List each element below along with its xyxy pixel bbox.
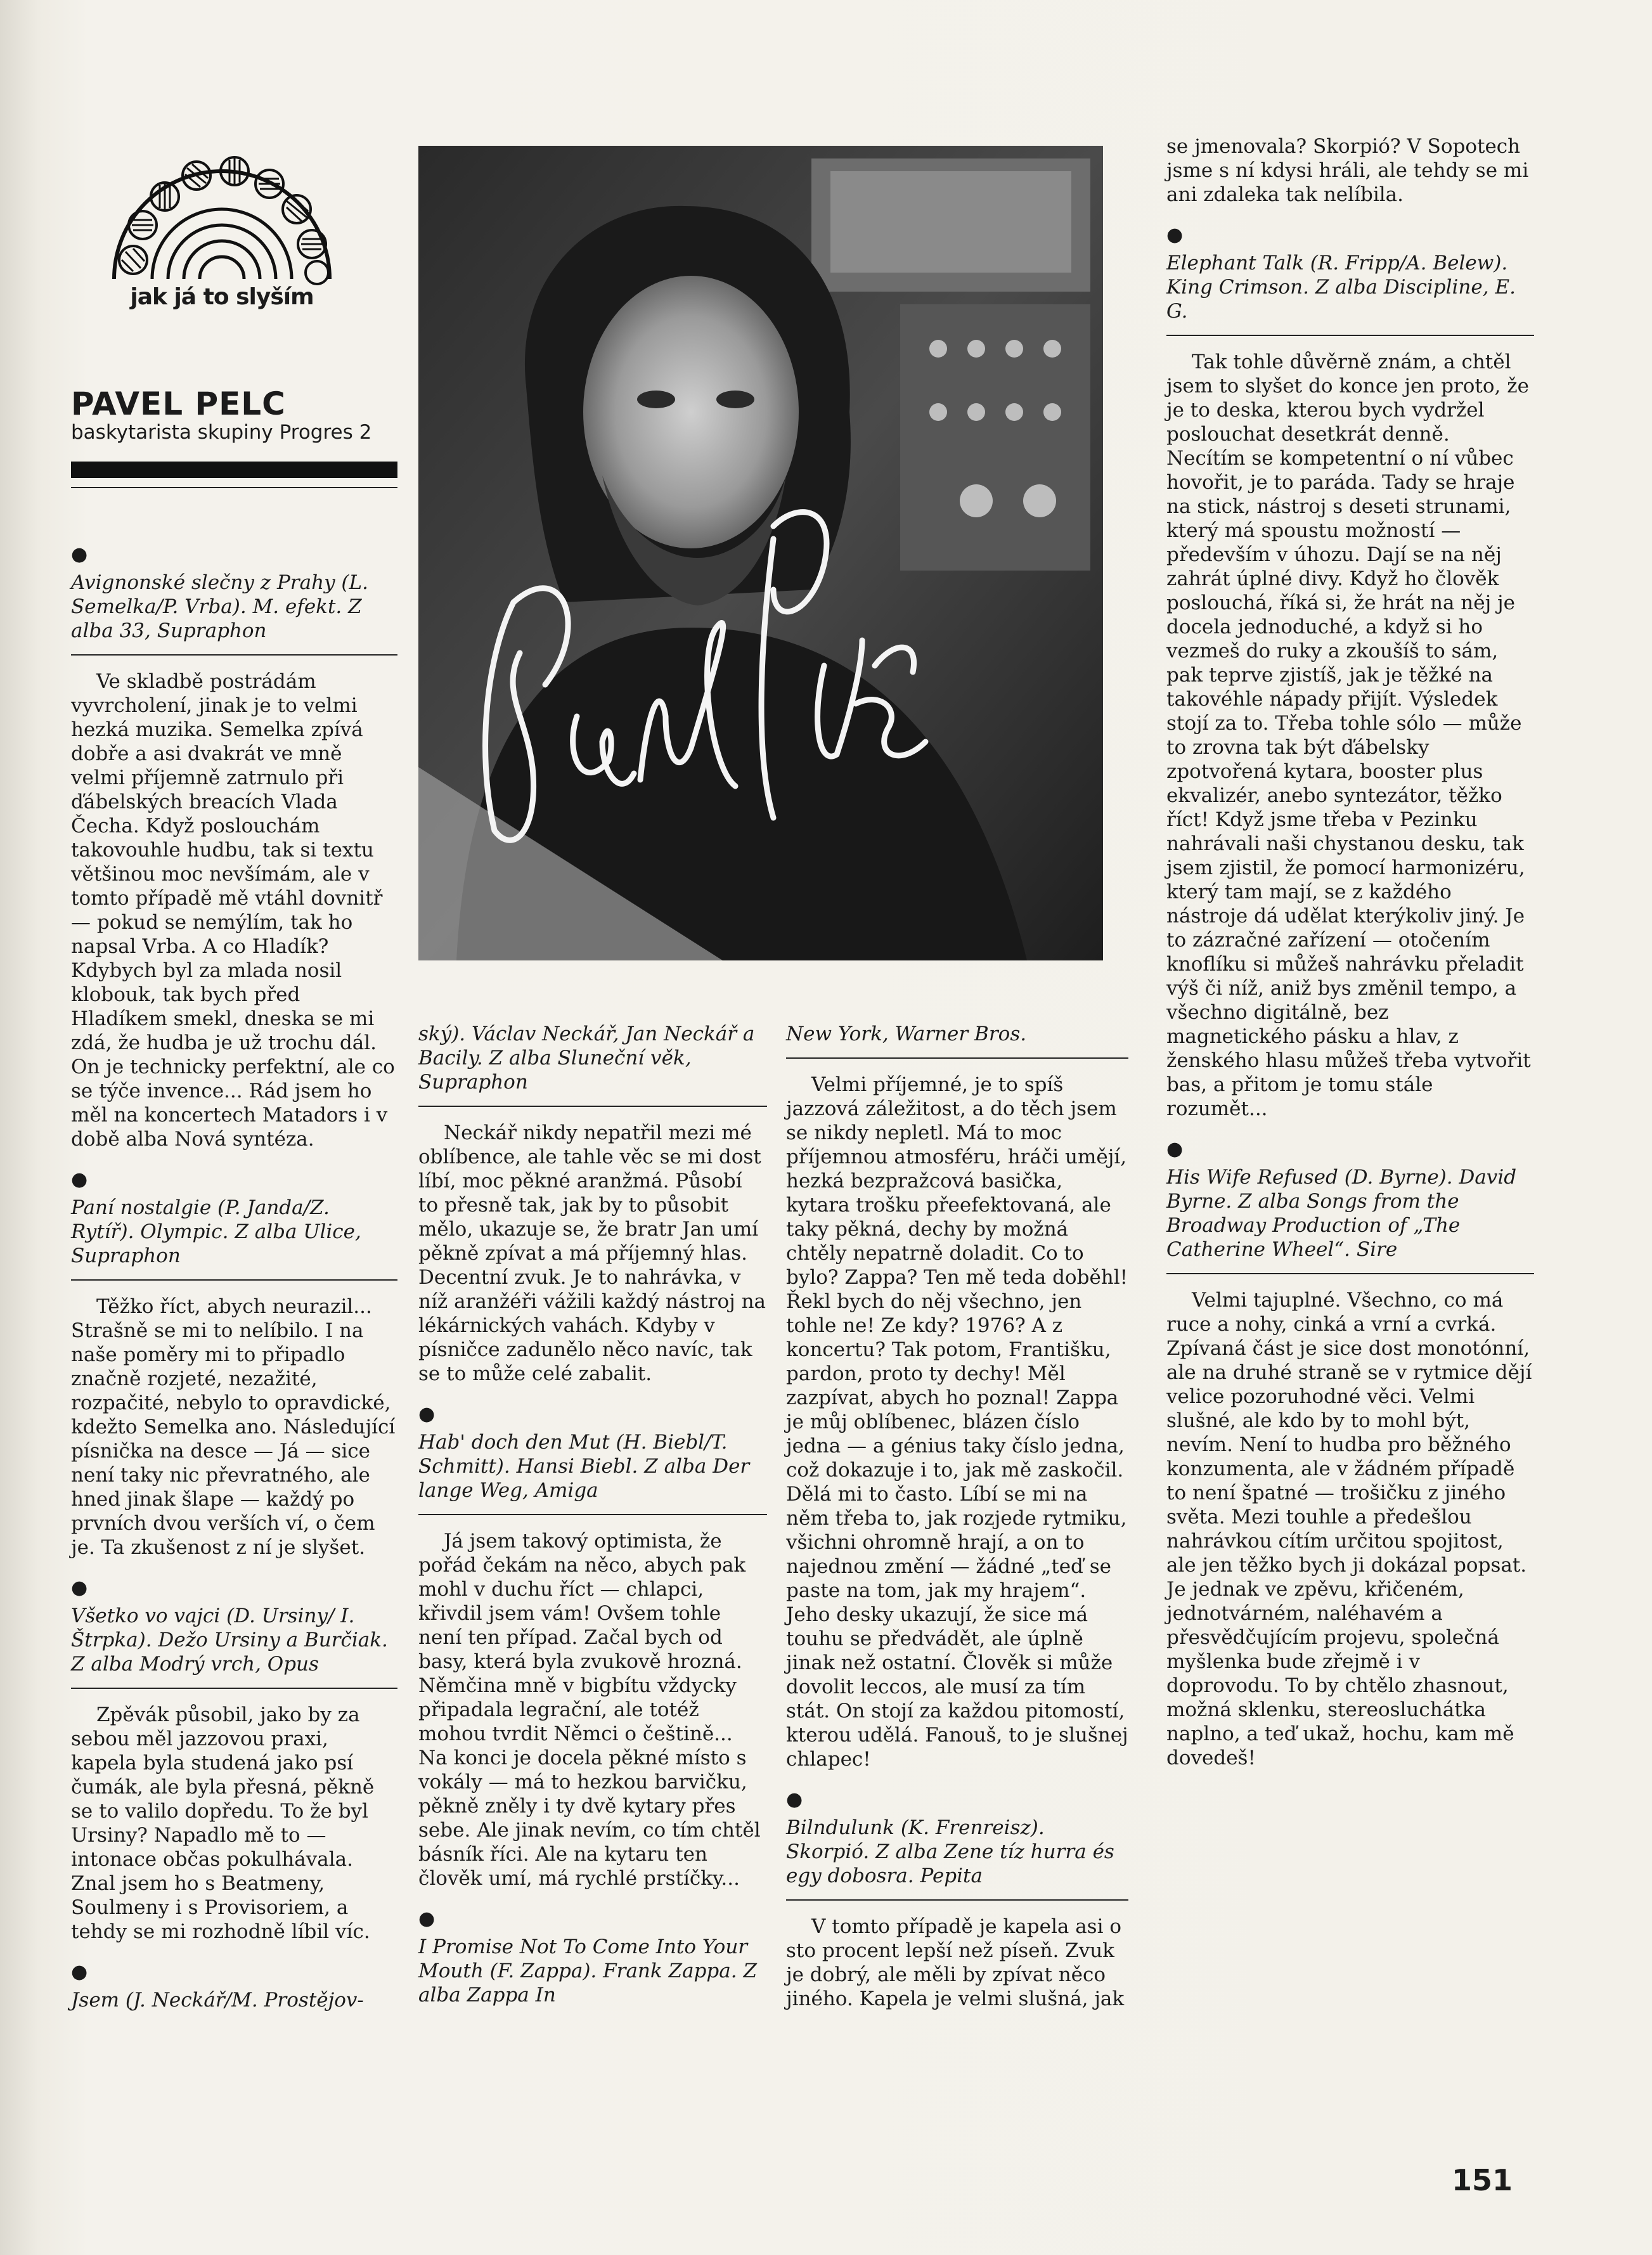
entry-bullet: ● (71, 543, 88, 565)
entry-text: Tak tohle důvěrně znám, a chtěl jsem to slyšet do konce jen proto, že je to deska, kterou bych vydržel poslouchat desetkrát denně. Necítím se kompetentní o ní vůbec hovořit, je to paráda. Tady se hraje na stick, nástroj s deseti strunami, který má spoustu možností — především v úhozu. Dají se na něj zahrát úplné divy. Když ho člověk poslouchá, říká si, že hrát na něj je docela jednoduché, a když si ho vezmeš do ruky a zkoušíš to sám, pak teprve zjistíš, jak je těžké na takovéhle nápady přijít. Výsledek stojí za to. Třeba tohle sólo — může to zrovna tak být ďábelsky zpotvořená kytara, booster plus ekvalizér, anebo syntezátor, těžko říct! Když jsme třeba v Pezinku nahrávali naši chystanou desku, tak jsem zjistil, že pomocí harmonizéru, který tam mají, se z každého nástroje dá udělat kterýkoliv jiný. Je to zázračné zařízení — otočením knoflíku si můžeš nahrávku přeladit výš či níž, aniž bys změnil tempo, a všechno digitálně, bez magnetického pásku a hlav, z ženského hlasu můžeš třeba vytvořit bas, a přitom je tomu stále rozumět... (1166, 351, 1531, 1120)
entry-title: His Wife Refused (D. Byrne). David Byrne. Z alba Songs from the Broadway Production of „The Catherine Wheel“. Sire (1166, 1166, 1517, 1261)
entry-bullet: ● (71, 1577, 88, 1599)
entry-bullet: ● (1166, 224, 1184, 246)
column-3 (786, 1022, 1128, 2030)
entry-bullet: ● (786, 1788, 803, 1811)
section-logo-caption: jak já to slyším (130, 284, 314, 310)
artist-role: baskytarista skupiny Progres 2 (71, 421, 372, 444)
divider (71, 1279, 397, 1281)
entry-text: se jmenovala? Skorpió? V Sopotech jsme s ní kdysi hráli, ale tehdy se mi ani zdaleka tak nelíbila. (1166, 135, 1529, 206)
entry-title: Avignonské slečny z Prahy (L. Semelka/P. Vrba). M. efekt. Z alba 33, Supraphon (71, 571, 368, 642)
page-number: 151 (1452, 2163, 1513, 2197)
entry-bullet: ● (418, 1908, 436, 1930)
divider (71, 487, 397, 488)
divider (1166, 1273, 1534, 1274)
header-divider (71, 462, 397, 478)
divider (1166, 335, 1534, 336)
entry-text: Já jsem takový optimista, že pořád čekám na něco, abych pak mohl v duchu říct — chlapci, křivdil jsem vám! Ovšem tohle není ten případ. Začal bych od basy, která byla zvukově hrozná. Němčina mně v bigbítu vždycky připadala legrační, ale totéž mohou tvrdit Němci o češtině... Na konci je docela pěkné místo s vokály — má to hezkou barvičku, pěkně zněly i ty dvě kytary přes sebe. Ale jinak nevím, co tím chtěl básník říci. Ale na kytaru ten člověk umí, má rychlé prstíčky... (418, 1530, 761, 1890)
column-4 (1166, 134, 1534, 1789)
divider (71, 654, 397, 656)
entry-title: I Promise Not To Come Into Your Mouth (F. Zappa). Frank Zappa. Z alba Zappa In (418, 1935, 757, 2006)
divider (71, 1688, 397, 1689)
entry-text: Zpěvák působil, jako by za sebou měl jazzovou praxi, kapela byla studená jako psí čumák, ale byla přesná, pěkně se to valilo dopředu. To že byl Ursiny? Napadlo mě to — intonace občas pokulhávala. Znal jsem ho s Beatmeny, Soulmeny i s Provisoriem, a tehdy se mi rozhodně líbil víc. (71, 1703, 375, 1943)
entry-title: Bilndulunk (K. Frenreisz). Skorpió. Z alba Zene tíz hurra és egy dobosra. Pepita (786, 1816, 1114, 1887)
column-1 (71, 462, 397, 2012)
entry-text: V tomto případě je kapela asi o sto procent lepší než píseň. Zvuk je dobrý, ale měli by zpívat něco jiného. Kapela je velmi slušná, jak (786, 1915, 1125, 2010)
artist-name: PAVEL PELC (71, 385, 286, 422)
entry-bullet: ● (71, 1961, 88, 1983)
entry-text: Těžko říct, abych neurazil... Strašně se mi to nelíbilo. I na naše poměry mi to připadlo značně rozjeté, nezažité, rozpačité, nebylo to opravdické, kdežto Semelka ano. Následující písnička na desce — Já — sice není taky nic převratného, ale hned jinak šlape — každý po prvních dvou verších ví, o čem je. Ta zkušenost z ní je slyšet. (71, 1295, 396, 1559)
section-logo-icon (108, 143, 336, 288)
entry-title: Hab' doch den Mut (H. Biebl/T. Schmitt). Hansi Biebl. Z alba Der lange Weg, Amiga (418, 1431, 750, 1502)
entry-title: Všetko vo vajci (D. Ursiny/ I. Štrpka). Dežo Ursiny a Burčiak. Z alba Modrý vrch, Opus (71, 1605, 388, 1676)
entry-text: Ve skladbě postrádám vyvrcholení, jinak je to velmi hezká muzika. Semelka zpívá dobře a asi dvakrát ve mně velmi příjemně zatrnulo při ďábelských breacích Vlada Čecha. Když poslouchám takovouhle hudbu, tak si textu většinou moc nevšímám, ale v tomto případě mě vtáhl dovnitř — pokud se nemýlím, tak ho napsal Vrba. A co Hladík? Kdybych byl za mlada nosil klobouk, tak bych před Hladíkem smekl, dneska se mi zdá, že hudba je už trochu dál. On je technicky perfektní, ale co se týče invence... Rád jsem ho měl na koncertech Matadors i v době alba Nová syntéza. (71, 670, 395, 1151)
entry-title: Elephant Talk (R. Fripp/A. Belew). King Crimson. Z alba Discipline, E. G. (1166, 252, 1516, 323)
divider (786, 1057, 1128, 1059)
divider (786, 1899, 1128, 1901)
entry-title: New York, Warner Bros. (786, 1023, 1027, 1045)
entry-bullet: ● (71, 1168, 88, 1191)
column-2 (418, 1022, 767, 2007)
entry-title: Jsem (J. Neckář/M. Prostějov- (71, 1989, 364, 2012)
divider (418, 1514, 767, 1515)
entry-title: ský). Václav Neckář, Jan Neckář a Bacily. Z alba Sluneční věk, Supraphon (418, 1023, 755, 1094)
artist-photo (418, 146, 1103, 960)
entry-bullet: ● (418, 1403, 436, 1425)
entry-text: Velmi příjemné, je to spíš jazzová záležitost, a do těch jsem se nikdy nepletl. Má to moc příjemnou atmosféru, hráči umějí, hezká bezpražcová basička, kytara trošku přeefektovaná, ale taky pěkná, dechy by možná chtěly nepatrně doladit. Co to bylo? Zappa? Ten mě teda doběhl! Řekl bych do něj všechno, jen tohle ne! Ze kdy? 1976? A z koncertu? Tak potom, Františku, pardon, proto ty dechy! Měl zazpívat, abych ho poznal! Zappa je můj oblíbenec, blázen číslo jedna — a génius taky číslo jedna, což dokazuje i to, jak mě zaskočil. Dělá mi to často. Líbí se mi na něm třeba to, jak rozjede rytmiku, všichni ohromně hrají, a on to najednou změní — žádné „teď se paste na tom, jak my hrajem“. Jeho desky ukazují, že sice má touhu se předvádět, ale úplně jinak než ostatní. Člověk si může dovolit leccos, ale musí za tím stát. On stojí za každou pitomostí, kterou udělá. Fanouš, to je slušnej chlapec! (786, 1073, 1128, 1771)
entry-bullet: ● (1166, 1138, 1184, 1160)
entry-text: Velmi tajuplné. Všechno, co má ruce a nohy, cinká a vrní a cvrká. Zpívaná část je sice dost monotónní, ale na druhé straně se v rytmice dějí velice pozoruhodné věci. Velmi slušné, ale kdo by to mohl být, nevím. Není to hudba pro běžného konzumenta, ale v žádném případě to není špatné — trošičku z jiného světa. Mezi touhle a předešlou nahrávkou cítím určitou spojitost, ale jen těžko bych ji dokázal popsat. Je jednak ve zpěvu, křičeném, jednotvárném, naléhavém a přesvědčujícím projevu, společná myšlenka bude zřejmě i v doprovodu. To by chtělo zhasnout, možná sklenku, stereosluchátka naplno, a teď ukaž, hochu, kam mě dovedeš! (1166, 1289, 1532, 1769)
divider (418, 1106, 767, 1107)
entry-title: Paní nostalgie (P. Janda/Z. Rytíř). Olympic. Z alba Ulice, Supraphon (71, 1196, 361, 1267)
entry-text: Neckář nikdy nepatřil mezi mé oblíbence, ale tahle věc se mi dost líbí, moc pěkné aranžmá. Působí to přesně tak, jak by to působit mělo, ukazuje se, že bratr Jan umí pěkně zpívat a má příjemný hlas. Decentní zvuk. Je to nahrávka, v níž aranžéři vážili každý nástroj na lékárnických vahách. Kdyby v písničce zadunělo něco navíc, tak se to může celé zabalit. (418, 1121, 766, 1385)
